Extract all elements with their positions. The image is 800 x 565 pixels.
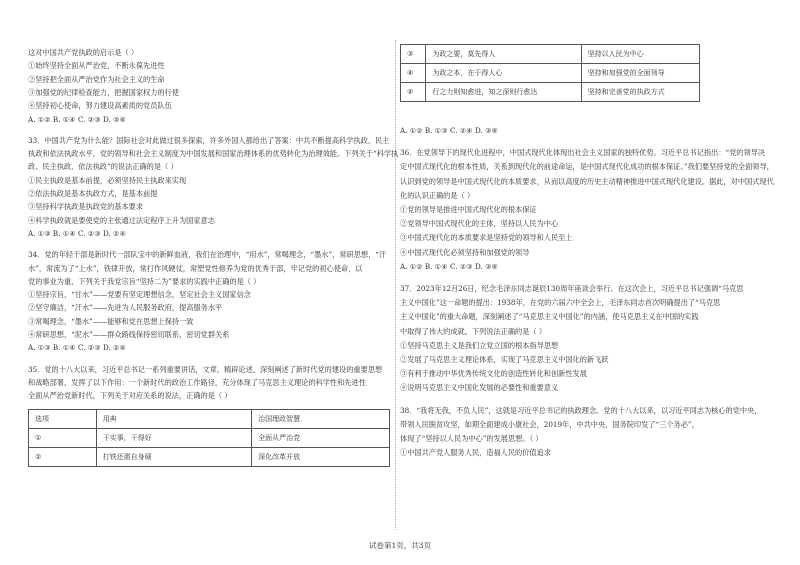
table-cell: ③ [401,45,426,64]
column-divider [395,40,396,530]
right-line-15: ②发展了马克思主义理论体系，实现了马克思主义中国化的新飞跃 [400,355,609,364]
table-cell: 坚持以人民为中心 [581,45,699,64]
right-line-2: 定中国式现代化的根本性质，关系到现代化的前途命运，是中国式现代化成功的根本保证。”我们要坚持党的全面领导， [400,162,774,172]
table-header-row [29,409,390,428]
left-line-11: ③坚持科学执政是执政党的基本要求 [28,202,144,212]
left-line-4: ④坚持初心使命，努力建设高素质的党员队伍 [28,101,172,111]
right-line-17: ④说明马克思主义中国化发展的必要性和重要意义 [400,383,559,393]
left-line-9: ①民主执政是基本前提，必须坚持民主执政来实现 [28,175,187,185]
table-header-cell: 治国理政智慧 [252,409,390,428]
page-footer: 试卷第1页，共3页 [368,541,432,550]
left-line-14: 34．党的年轻干部是新时代一部队宝中的新鲜血液，我们在治理中，“用水”，常喝理念，“墨水”，常研思想，“汗 [28,250,387,260]
left-line-8: 政、民主执政、依法执政”的说法正确的是（ ） [28,162,178,172]
left-line-19: ③常喝理念，“墨水”——能够和党在思想上保持一致 [28,316,194,326]
right-line-0: A. ①② B. ①③ C. ②④ D. ③④ [400,126,498,135]
left-line-12: ④科学执政就是要使党的主张通过法定程序上升为国家意志 [28,215,215,225]
left-line-5: A. ①② B. ①④ C. ②③ D. ③④ [28,114,126,124]
right-line-19: 带领人民脱贫攻坚，如期全面建成小康社会，2019年，中共中央，国务院印发了“三个务必”， [400,419,699,429]
right-line-14: ①坚持马克思主义是我们立党立国的根本指导思想 [400,340,559,350]
table-cell: ② [29,447,97,466]
table-cell: 全面从严治党 [252,428,390,447]
left-line-6: 33．中国共产党为什么能？国际社会对此做过很多探索，许多外国人都给出了答案：中共不断提高科学执政、民主 [28,135,390,145]
table-row [401,83,700,102]
right-line-6: ②党领导中国式现代化的主体，坚持以人民为中心 [400,219,559,229]
right-line-4: 化的认识正确的是（ ） [400,190,475,200]
left-line-17: ①坚持宗旨，“甘水”——党要有坚定理想信念，坚定社会主义国家信念 [28,290,251,300]
left-line-0: 这对中国共产党执政的启示是（ ） [28,48,139,57]
table-cell: 坚持和加强党的全面领导 [581,64,699,83]
left-line-23: 和战略部署，发挥了以下作用：一个新时代的政治工作路径，充分体现了马克思主义理论的科学性和先进性 [28,377,366,387]
table-row [29,447,390,466]
right-line-13: 中取得了伟大的成就。下列说法正确的是（ ） [400,326,547,336]
right-line-8: ④中国式现代化必须坚持和加强党的领导 [400,247,530,257]
left-line-1: ①始终坚持全面从严治党，不断永葆先进性 [28,61,165,71]
table-cell: 干实事，干得好 [96,428,251,447]
right-line-1: 36．在党领导下的现代化进程中，中国式现代化体现出社会主义国家的独特优势。习近平总书记指出：“党的领导决 [400,148,766,158]
table-header-cell: 用典 [96,409,251,428]
left-line-22: 35．党的十八大以来，习近平总书记一系列重要讲话，文章，精辟论述，深刻阐述了新时代党的建设的重要思想 [28,364,383,374]
table-cell: ① [29,428,97,447]
right-line-11: 主义中国化”这一命题的提出：1938年，在党的六届六中全会上，毛泽东同志首次明确提出了“马克思 [400,298,721,308]
left-line-3: ③加强党的纪律检查能力，把握国家权力的行使 [28,87,179,97]
right-line-18: 38．“我将无我，不负人民”，这就是习近平总书记的执政理念。党的十八大以来，以习近平同志为核心的党中央， [400,405,762,415]
table-cell: 行之力则知愈进，知之深则行愈达 [426,83,581,102]
continued-table [400,44,700,102]
left-line-10: ②依法执政是基本执政方式，是基本前提 [28,189,158,198]
right-line-9: A. ①② B. ①④ C. ②③ D. ③④ [400,261,498,271]
table-header-cell: 选项 [29,409,97,428]
left-line-18: ②坚守廉洁，“汗水”——先进为人民服务政府，提高服务水平 [28,303,223,313]
right-line-20: 体现了“坚持以人民为中心”的发展思想。（ ） [400,434,543,443]
right-line-16: ③有利于推动中华优秀传统文化的创造性转化和创新性发展 [400,369,587,379]
table-cell: 深化改革开放 [252,447,390,466]
table-cell: 为政之要，莫先得人 [426,45,581,64]
table-cell: 坚持和完善党的执政方式 [581,83,699,102]
right-line-3: 认识到党的领导是中国式现代化的本质要求，从而以高度的历史主动精神推进中国式现代化建设。据此，对中国式现代 [400,176,774,186]
left-line-16: 党的事业为重，下列关于我党宗旨“坚持二为”要求的实践中正确的是（ ） [28,276,261,286]
table-cell: 打铁还需自身硬 [96,447,251,466]
idiom-table [28,409,390,467]
right-line-10: 37．2023年12月26日，纪念毛泽东同志诞辰130周年座谈会举行。在这次会上，习近平总书记强调“马克思 [400,284,744,293]
left-line-15: 水”，常流为了“上水”，铁律开放，常打作风硬仗，常塑党性修养为党的优秀干部，牢记党的初心使命，以 [28,263,363,273]
left-line-13: A. ①③ B. ①④ C. ②③ D. ②④ [28,228,126,238]
table-row [29,428,390,447]
left-line-24: 全面从严治党新时代，下列关于对应关系的说法，正确的是（ ） [28,391,232,401]
table-cell: 为政之本，在于得人心 [426,64,581,83]
table-row [401,45,700,64]
left-line-7: 执政和依法执政水平，党的领导和社会主义制度为中国发展和国家治理体系的优势转化为治理效能。下列关于“科学执 [28,149,399,159]
table-cell: ④ [401,83,426,102]
table-row [401,64,700,83]
left-line-2: ②坚持把全面从严治党作为社会主义的生命 [28,74,165,84]
right-line-7: ③中国式现代化的本质要求是坚持党的领导和人民至上 [400,233,573,243]
right-line-5: ①党的领导是推进中国式现代化的根本保证 [400,205,537,214]
left-line-20: ④常研思想，“泥水”——群众路线保持密切联系，密切党群关系 [28,330,230,339]
table-cell: ④ [401,64,426,83]
left-line-21: A. ①③ B. ①④ C. ②③ D. ②④ [28,343,126,353]
right-line-21: ①中国共产党人服务人民，造福人民的价值追求 [400,448,551,458]
right-line-12: 主义中国化”的重大命题，深刻阐述了“马克思主义中国化”的内涵，使马克思主义在中国的实践 [400,312,699,322]
